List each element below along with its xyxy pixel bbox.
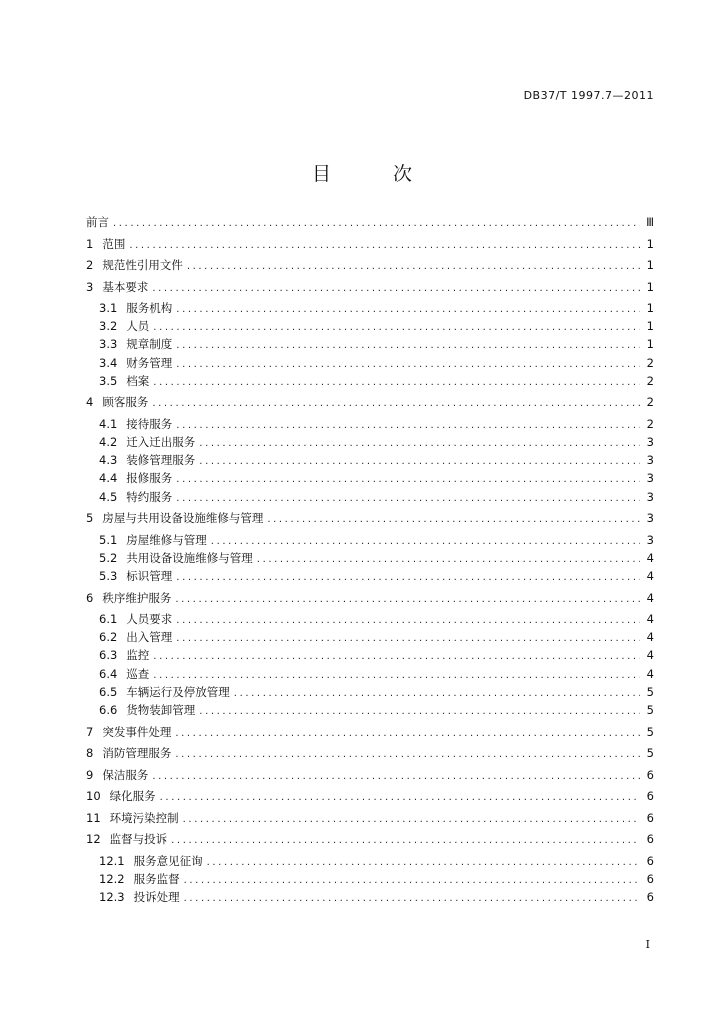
toc-entry-number: 9 bbox=[86, 767, 94, 782]
toc-leader-dots bbox=[153, 668, 640, 683]
toc-entry[interactable] bbox=[99, 629, 654, 646]
toc-entry-page: Ⅲ bbox=[646, 215, 654, 229]
toc-leader-dots bbox=[199, 454, 640, 469]
toc-entry-label: 共用设备设施维修与管理 bbox=[126, 550, 253, 565]
toc-entry-label: 服务意见征询 bbox=[133, 853, 203, 868]
toc-entry[interactable] bbox=[99, 355, 654, 372]
toc-entry-label: 突发事件处理 bbox=[102, 724, 172, 739]
toc-entry[interactable] bbox=[86, 279, 654, 296]
toc-entry-label: 服务机构 bbox=[126, 301, 173, 315]
toc-leader-dots bbox=[152, 769, 640, 784]
toc-entry-page: 1 bbox=[646, 301, 654, 315]
document-id: DB37/T 1997.7—2011 bbox=[523, 89, 654, 102]
toc-entry-number: 4.3 bbox=[99, 453, 118, 468]
toc-leader-dots bbox=[176, 613, 640, 628]
toc-entry[interactable] bbox=[99, 373, 654, 390]
toc-leader-dots bbox=[176, 302, 640, 317]
toc-entry[interactable] bbox=[86, 214, 654, 231]
toc-entry[interactable] bbox=[86, 510, 654, 527]
toc-entry-number: 3.2 bbox=[99, 319, 118, 334]
toc-entry-page: 4 bbox=[646, 630, 654, 645]
toc-entry-label: 环境污染控制 bbox=[109, 810, 179, 825]
toc-entry-label: 基本要求 bbox=[102, 279, 149, 294]
toc-entry-number: 8 bbox=[86, 746, 94, 760]
toc-entry-number: 4.1 bbox=[99, 416, 118, 431]
toc-entry-page: 3 bbox=[646, 511, 654, 526]
toc-entry-number: 12.3 bbox=[99, 889, 125, 904]
toc-entry-number: 10 bbox=[86, 789, 101, 803]
toc-entry[interactable] bbox=[99, 611, 654, 628]
toc-entry-label: 货物装卸管理 bbox=[126, 703, 196, 717]
toc-entry-label: 人员要求 bbox=[126, 612, 173, 626]
toc-entry-label: 接待服务 bbox=[126, 416, 173, 431]
toc-entry-label: 档案 bbox=[126, 373, 150, 388]
toc-entry-label: 消防管理服务 bbox=[102, 746, 172, 760]
toc-entry-number: 4.4 bbox=[99, 471, 118, 486]
toc-entry-page: 4 bbox=[646, 590, 654, 605]
toc-leader-dots bbox=[176, 338, 640, 353]
toc-entry-label: 保洁服务 bbox=[102, 767, 149, 782]
toc-entry-page: 6 bbox=[646, 789, 654, 803]
toc-leader-dots bbox=[199, 704, 640, 719]
toc-entry[interactable] bbox=[86, 236, 654, 253]
toc-entry-number: 5.2 bbox=[99, 550, 118, 565]
toc-entry-page: 2 bbox=[646, 373, 654, 388]
toc-leader-dots bbox=[184, 873, 640, 888]
toc-leader-dots bbox=[187, 259, 640, 274]
toc-entry-number: 3 bbox=[86, 279, 94, 294]
toc-entry[interactable] bbox=[99, 300, 654, 317]
toc-entry-page: 1 bbox=[646, 279, 654, 294]
toc-entry-number: 4.5 bbox=[99, 489, 118, 504]
toc-leader-dots bbox=[211, 534, 640, 549]
toc-entry[interactable] bbox=[99, 489, 654, 506]
page-number: I bbox=[645, 938, 650, 951]
toc-entry[interactable] bbox=[99, 871, 654, 888]
toc-entry-label: 标识管理 bbox=[126, 569, 173, 583]
toc-leader-dots bbox=[257, 552, 640, 567]
toc-entry[interactable] bbox=[86, 767, 654, 784]
toc-entry-label: 规范性引用文件 bbox=[102, 258, 183, 272]
toc-leader-dots bbox=[183, 812, 640, 827]
toc-entry[interactable] bbox=[99, 550, 654, 567]
toc-leader-dots bbox=[176, 418, 640, 433]
toc-entry-label: 绿化服务 bbox=[109, 789, 156, 803]
toc-entry-page: 6 bbox=[646, 871, 654, 886]
toc-entry-number: 6.3 bbox=[99, 648, 118, 663]
toc-leader-dots bbox=[176, 570, 640, 585]
toc-entry-label: 房屋维修与管理 bbox=[126, 532, 207, 547]
toc-entry-number: 5 bbox=[86, 511, 94, 526]
toc-entry-number: 3.3 bbox=[99, 337, 118, 352]
toc-entry-number: 3.5 bbox=[99, 373, 118, 388]
toc-leader-dots bbox=[175, 747, 640, 762]
toc-leader-dots bbox=[175, 726, 640, 741]
toc-entry[interactable] bbox=[99, 684, 654, 701]
toc-entry-number: 12.2 bbox=[99, 871, 125, 886]
toc-leader-dots bbox=[184, 891, 640, 906]
toc-entry-label: 顾客服务 bbox=[102, 395, 149, 410]
toc-entry[interactable] bbox=[86, 724, 654, 741]
toc-leader-dots bbox=[176, 491, 640, 506]
toc-leader-dots bbox=[171, 833, 640, 848]
toc-entry-number: 6.1 bbox=[99, 612, 118, 626]
toc-entry-number: 6.5 bbox=[99, 684, 118, 699]
toc-entry[interactable] bbox=[99, 647, 654, 664]
toc-entry-page: 4 bbox=[646, 550, 654, 565]
toc-entry-number: 6.4 bbox=[99, 666, 118, 681]
toc-entry-page: 3 bbox=[646, 435, 654, 449]
toc-leader-dots bbox=[153, 375, 640, 390]
toc-entry-label: 秩序维护服务 bbox=[102, 590, 172, 605]
toc-entry-label: 监控 bbox=[126, 648, 150, 663]
toc-entry-number: 4 bbox=[86, 395, 94, 410]
toc-entry-label: 人员 bbox=[126, 319, 150, 334]
toc-entry-label: 范围 bbox=[102, 236, 126, 251]
toc-entry-number: 7 bbox=[86, 724, 94, 739]
toc-entry-page: 3 bbox=[646, 453, 654, 468]
toc-entry-page: 1 bbox=[646, 319, 654, 334]
toc-leader-dots bbox=[160, 790, 640, 805]
toc-entry[interactable] bbox=[99, 666, 654, 683]
toc-entry-number: 5.1 bbox=[99, 532, 118, 547]
toc-entry-page: 4 bbox=[646, 666, 654, 681]
toc-entry-page: 1 bbox=[646, 337, 654, 352]
toc-entry[interactable] bbox=[99, 889, 654, 906]
toc-entry-number: 6 bbox=[86, 590, 94, 605]
toc-entry[interactable] bbox=[86, 590, 654, 607]
toc-entry[interactable] bbox=[99, 532, 654, 549]
toc-entry-page: 6 bbox=[646, 767, 654, 782]
toc-entry-label: 报修服务 bbox=[126, 471, 173, 486]
toc-entry[interactable] bbox=[86, 788, 654, 805]
toc-entry-label: 前言 bbox=[86, 215, 109, 229]
toc-entry-number: 4.2 bbox=[99, 435, 118, 449]
toc-entry-page: 4 bbox=[646, 612, 654, 626]
toc-entry-page: 1 bbox=[646, 258, 654, 272]
toc-entry-page: 2 bbox=[646, 395, 654, 410]
toc-entry-label: 迁入迁出服务 bbox=[126, 435, 196, 449]
toc-leader-dots bbox=[153, 649, 640, 664]
toc-entry-number: 2 bbox=[86, 258, 94, 272]
toc-entry[interactable] bbox=[99, 416, 654, 433]
toc-entry-number: 6.6 bbox=[99, 703, 118, 717]
toc-entry-number: 11 bbox=[86, 810, 101, 825]
toc-entry-label: 巡查 bbox=[126, 666, 150, 681]
toc-entry-label: 装修管理服务 bbox=[126, 453, 196, 468]
toc-leader-dots bbox=[267, 512, 640, 527]
toc-entry[interactable] bbox=[86, 394, 654, 411]
toc-leader-dots bbox=[207, 855, 640, 870]
toc-entry-page: 6 bbox=[646, 810, 654, 825]
toc-entry-number: 5.3 bbox=[99, 569, 118, 583]
toc-entry[interactable] bbox=[99, 452, 654, 469]
toc-leader-dots bbox=[199, 436, 640, 451]
toc-leader-dots bbox=[176, 631, 640, 646]
toc-entry-number: 12 bbox=[86, 832, 101, 846]
toc-entry-page: 1 bbox=[646, 236, 654, 251]
toc-entry-page: 3 bbox=[646, 489, 654, 504]
toc-leader-dots bbox=[153, 320, 640, 335]
toc-entry[interactable] bbox=[99, 336, 654, 353]
toc-entry[interactable] bbox=[99, 568, 654, 585]
toc-entry[interactable] bbox=[99, 702, 654, 719]
toc-entry-label: 车辆运行及停放管理 bbox=[126, 684, 230, 699]
toc-entry-page: 5 bbox=[646, 684, 654, 699]
toc-entry-number: 3.1 bbox=[99, 301, 118, 315]
toc-entry-label: 服务监督 bbox=[133, 871, 180, 886]
toc-entry-page: 3 bbox=[646, 471, 654, 486]
toc-entry-label: 规章制度 bbox=[126, 337, 173, 352]
toc-entry-page: 5 bbox=[646, 703, 654, 717]
toc-leader-dots bbox=[176, 472, 640, 487]
toc-entry[interactable] bbox=[99, 853, 654, 870]
toc-entry[interactable] bbox=[99, 470, 654, 487]
toc-entry-page: 5 bbox=[646, 746, 654, 760]
toc-leader-dots bbox=[152, 396, 640, 411]
toc-entry-page: 6 bbox=[646, 832, 654, 846]
toc-entry[interactable] bbox=[86, 257, 654, 274]
page-title: 目 次 bbox=[311, 163, 441, 185]
toc-entry-page: 2 bbox=[646, 355, 654, 370]
toc-entry-page: 3 bbox=[646, 532, 654, 547]
toc-leader-dots bbox=[113, 216, 640, 231]
toc-entry-label: 房屋与共用设备设施维修与管理 bbox=[102, 511, 264, 526]
toc-entry-label: 投诉处理 bbox=[133, 889, 180, 904]
toc-leader-dots bbox=[176, 357, 640, 372]
toc-entry-page: 5 bbox=[646, 724, 654, 739]
toc-entry-label: 监督与投诉 bbox=[109, 832, 168, 846]
toc-leader-dots bbox=[175, 592, 640, 607]
toc-entry-label: 特约服务 bbox=[126, 489, 173, 504]
toc-leader-dots bbox=[234, 686, 640, 701]
toc-entry-number: 6.2 bbox=[99, 630, 118, 645]
toc-entry-page: 6 bbox=[646, 889, 654, 904]
toc-entry-page: 6 bbox=[646, 853, 654, 868]
toc-entry-label: 财务管理 bbox=[126, 355, 173, 370]
toc-entry[interactable] bbox=[86, 831, 654, 848]
toc-entry-page: 2 bbox=[646, 416, 654, 431]
toc-entry-number: 3.4 bbox=[99, 355, 118, 370]
toc-entry-page: 4 bbox=[646, 569, 654, 583]
toc-entry[interactable] bbox=[99, 434, 654, 451]
toc-entry[interactable] bbox=[86, 745, 654, 762]
toc-entry[interactable] bbox=[99, 318, 654, 335]
toc-leader-dots bbox=[129, 238, 640, 253]
toc-entry-number: 12.1 bbox=[99, 853, 125, 868]
toc-entry-page: 4 bbox=[646, 648, 654, 663]
toc-entry[interactable] bbox=[86, 810, 654, 827]
toc-entry-label: 出入管理 bbox=[126, 630, 173, 645]
toc-entry-number: 1 bbox=[86, 236, 94, 251]
toc-leader-dots bbox=[152, 281, 640, 296]
